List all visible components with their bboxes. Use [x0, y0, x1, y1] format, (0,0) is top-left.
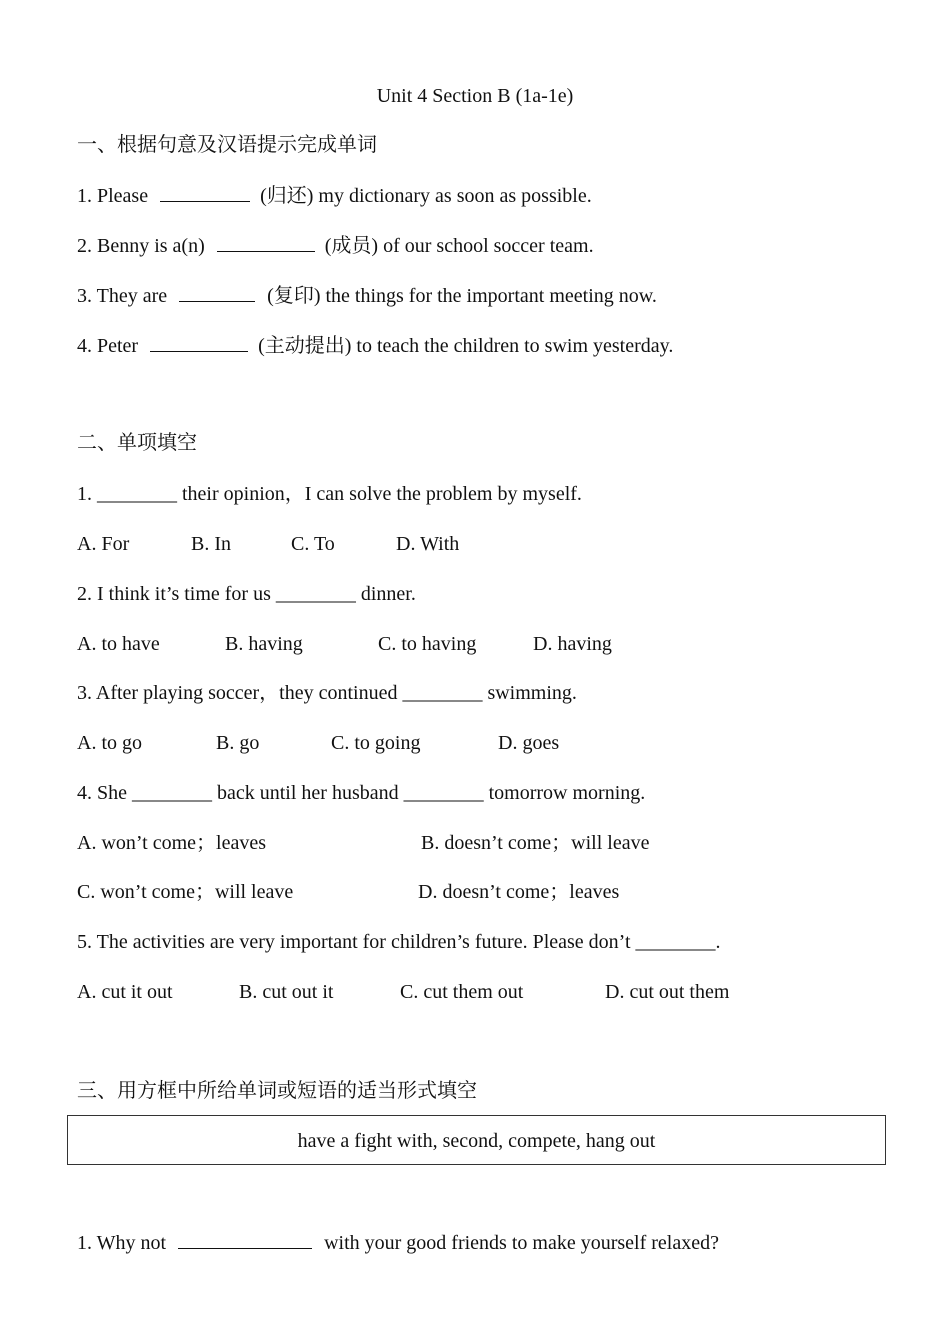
part3-heading: 三、用方框中所给单词或短语的适当形式填空: [77, 1080, 477, 1102]
part3-item-1-post: with your good friends to make yourself relaxed?: [324, 1232, 719, 1254]
option-c[interactable]: C. won’t come；will leave: [77, 881, 294, 903]
part2-q4-text: 4. She ________ back until her husband ________ tomorrow morning.: [77, 782, 646, 804]
option-d[interactable]: D. cut out them: [605, 981, 730, 1003]
part1-item-4-pre: 4. Peter: [77, 335, 139, 357]
part1-item-2-post: (成员) of our school soccer team.: [324, 235, 594, 257]
part1-item-2-pre: 2. Benny is a(n): [77, 235, 205, 257]
option-c[interactable]: C. to having: [378, 633, 477, 655]
answer-blank[interactable]: [160, 183, 250, 202]
part2-heading: 二、单项填空: [77, 432, 197, 454]
option-b[interactable]: B. cut out it: [239, 981, 334, 1003]
option-c[interactable]: C. to going: [331, 732, 421, 754]
option-d[interactable]: D. goes: [498, 732, 560, 754]
part1-item-3-post: (复印) the things for the important meeting now.: [267, 285, 657, 307]
option-a[interactable]: A. For: [77, 533, 130, 555]
part1-item-2: [77, 233, 594, 258]
part2-q2-text: 2. I think it’s time for us ________ dinner.: [77, 583, 416, 605]
part1-item-1: [77, 183, 592, 208]
part2-q3-text: 3. After playing soccer，they continued ________ swimming.: [77, 682, 577, 704]
answer-blank[interactable]: [150, 333, 248, 352]
part2-q5-text: 5. The activities are very important for children’s future. Please don’t ________.: [77, 931, 721, 953]
part1-item-4: [77, 333, 673, 358]
page-title: Unit 4 Section B (1a-1e): [376, 85, 574, 107]
option-b[interactable]: B. go: [216, 732, 260, 754]
option-a[interactable]: A. won’t come；leaves: [77, 832, 267, 854]
option-a[interactable]: A. to have: [77, 633, 160, 655]
part1-item-3-pre: 3. They are: [77, 285, 168, 307]
part1-item-1-post: (归还) my dictionary as soon as possible.: [260, 185, 592, 207]
option-d[interactable]: D. doesn’t come；leaves: [418, 881, 620, 903]
option-a[interactable]: A. to go: [77, 732, 142, 754]
option-b[interactable]: B. having: [225, 633, 303, 655]
part1-item-4-post: (主动提出) to teach the children to swim yesterday.: [258, 335, 674, 357]
part3-item-1: [77, 1230, 719, 1255]
option-c[interactable]: C. To: [291, 533, 335, 555]
part3-item-1-pre: 1. Why not: [77, 1232, 167, 1254]
part1-item-1-pre: 1. Please: [77, 185, 149, 207]
option-c[interactable]: C. cut them out: [400, 981, 524, 1003]
answer-blank[interactable]: [217, 233, 315, 252]
part1-heading: 一、根据句意及汉语提示完成单词: [77, 134, 377, 156]
option-b[interactable]: B. doesn’t come；will leave: [421, 832, 650, 854]
part1-item-3: [77, 283, 657, 308]
answer-blank[interactable]: [179, 283, 255, 302]
part2-q1-text: 1. ________ their opinion，I can solve the problem by myself.: [77, 483, 582, 505]
option-d[interactable]: D. With: [396, 533, 460, 555]
option-d[interactable]: D. having: [533, 633, 612, 655]
option-b[interactable]: B. In: [191, 533, 231, 555]
option-a[interactable]: A. cut it out: [77, 981, 173, 1003]
answer-blank[interactable]: [178, 1230, 312, 1249]
word-box: have a fight with, second, compete, hang out: [67, 1115, 886, 1165]
